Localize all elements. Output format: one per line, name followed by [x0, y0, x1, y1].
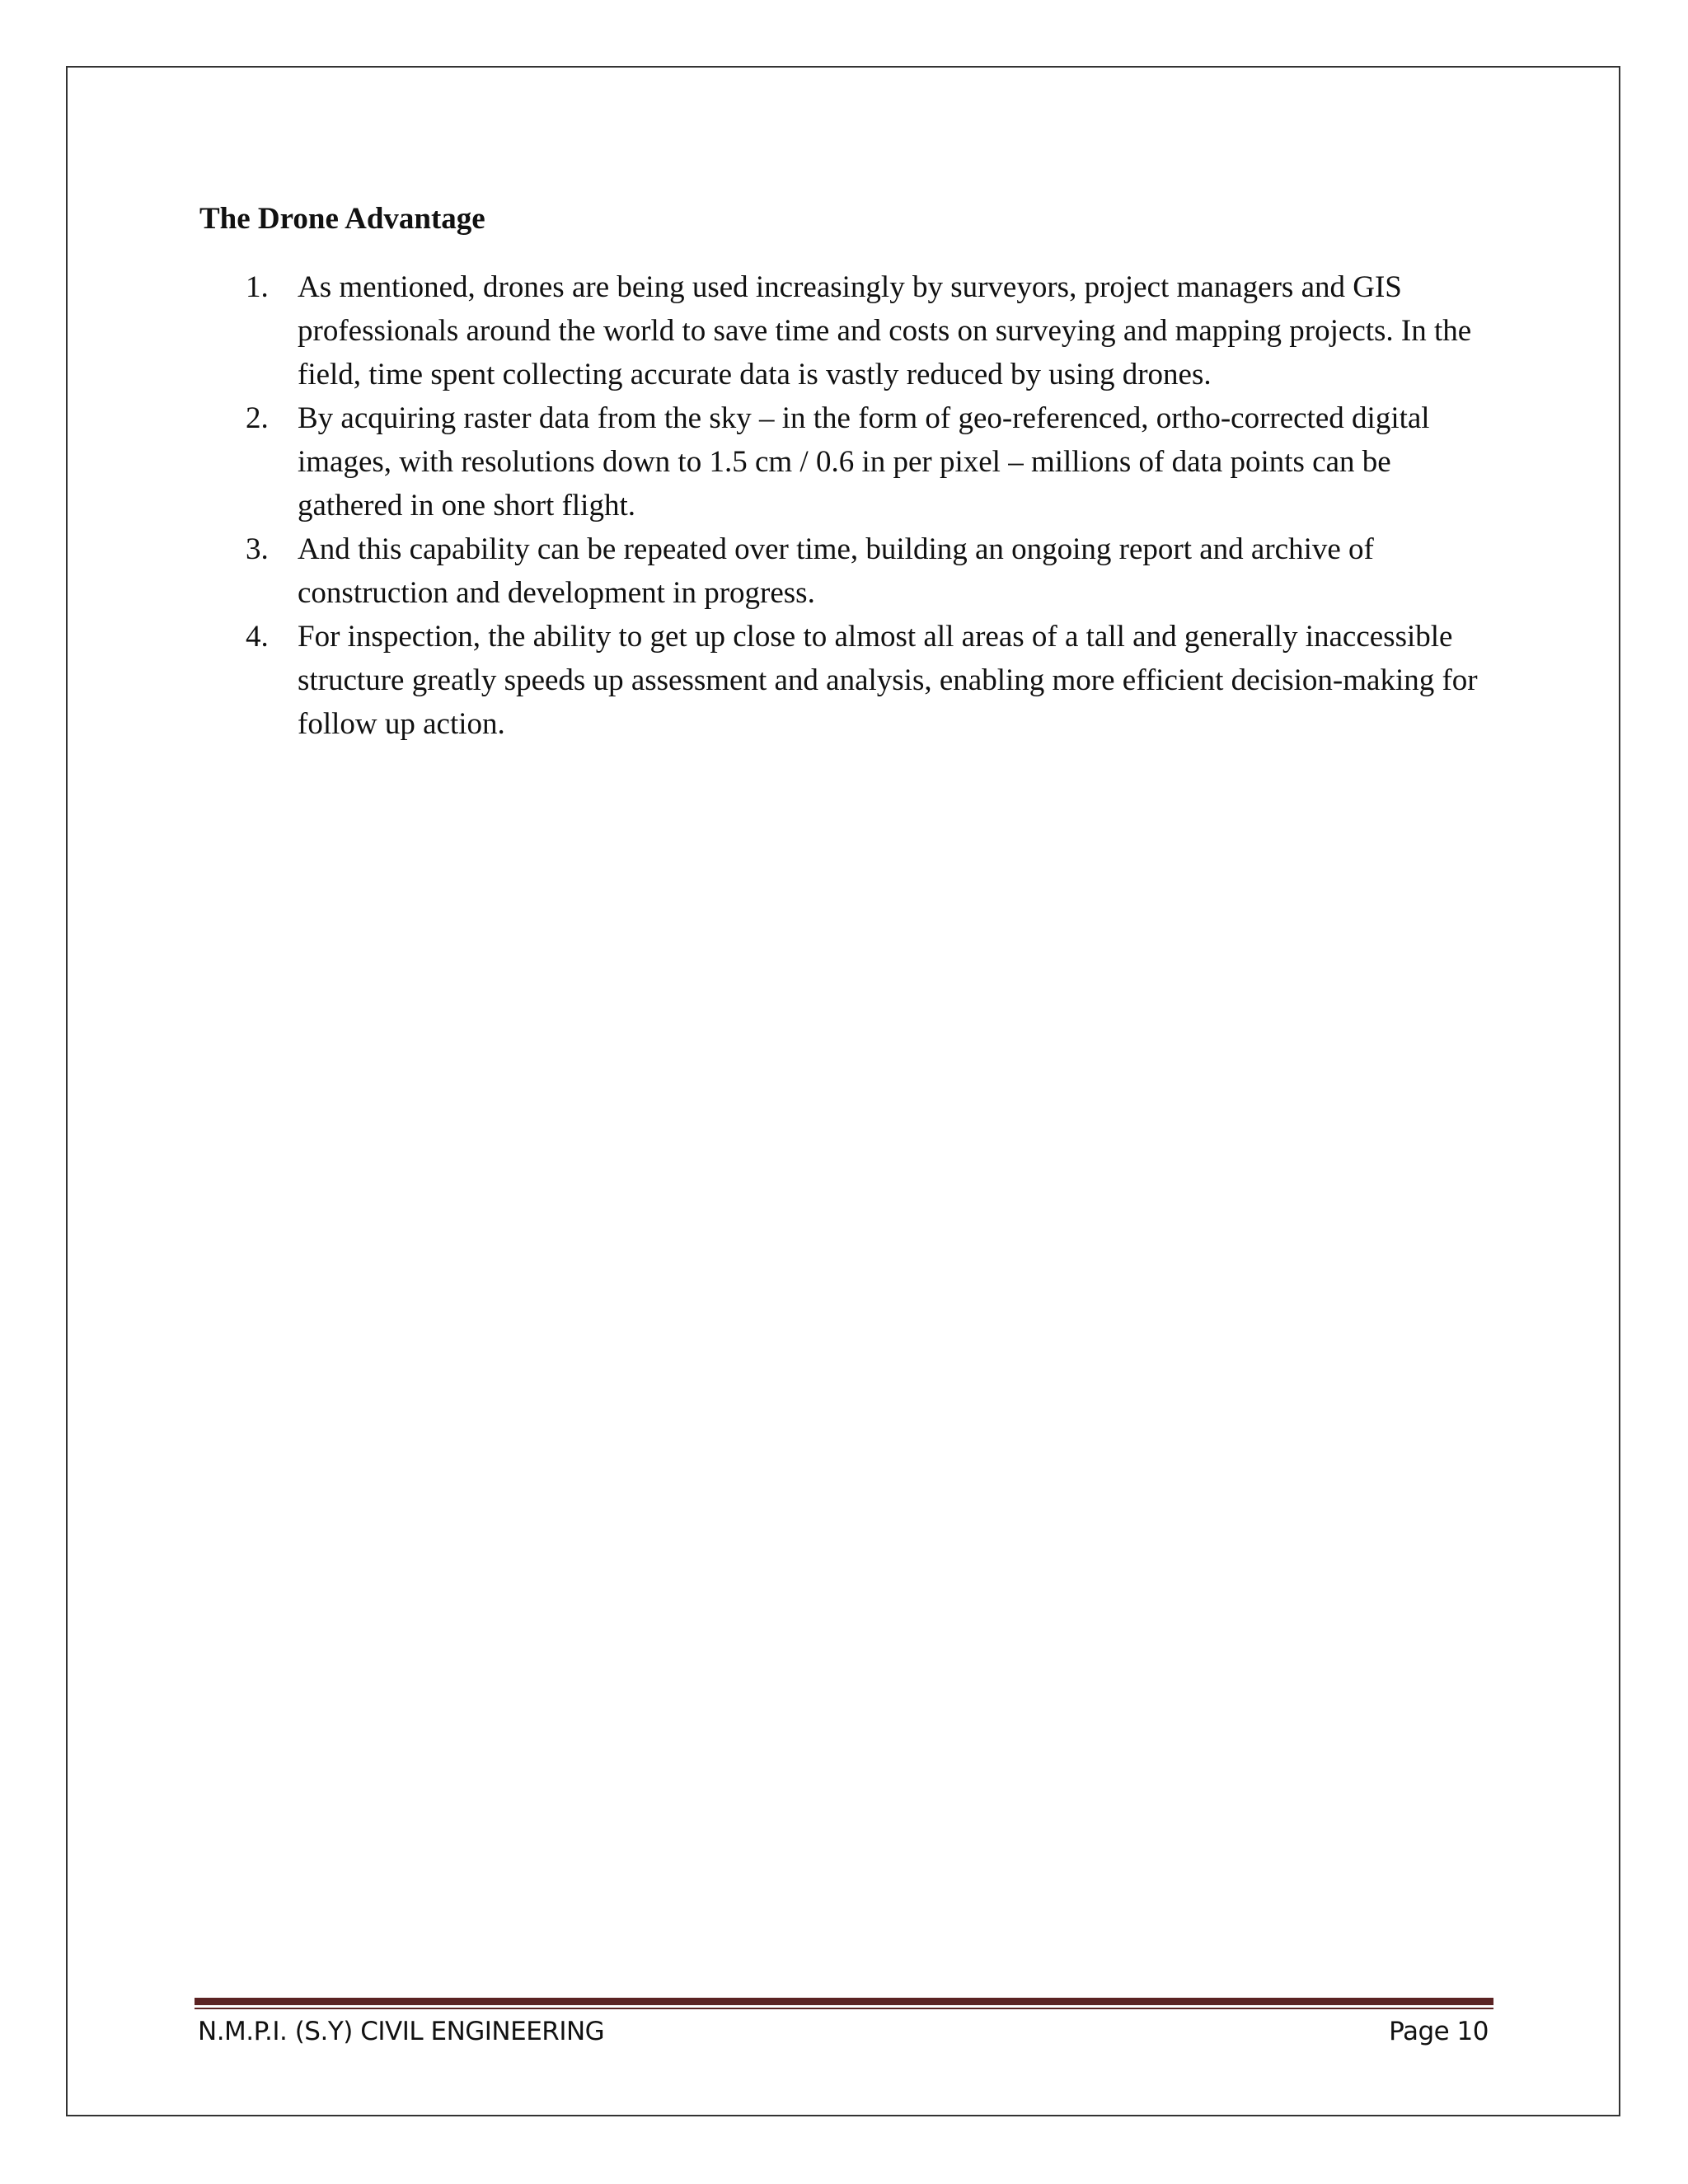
list-item-text: As mentioned, drones are being used increasingly by surveyors, project managers and GIS professionals around the world to save time and costs on surveying and mapping projects. In the field, time spent collecting accurate data is vastly reduced by using drones.	[298, 270, 1472, 391]
list-item	[199, 396, 1493, 527]
list-item-number: 1.	[246, 270, 269, 304]
footer-page-number: Page 10	[1389, 2017, 1489, 2046]
list-item	[199, 527, 1493, 615]
list-item-number: 3.	[246, 532, 269, 566]
list-item-text: For inspection, the ability to get up close to almost all areas of a tall and generally inaccessible structure greatly speeds up assessment and analysis, enabling more efficient decision-making for follow up action.	[298, 620, 1478, 741]
list-item-number: 2.	[246, 401, 269, 435]
section-heading: The Drone Advantage	[199, 202, 485, 236]
footer-rule-thin	[195, 2008, 1493, 2009]
footer-institution: N.M.P.I. (S.Y) CIVIL ENGINEERING	[198, 2017, 605, 2046]
footer-rule	[195, 1998, 1493, 2009]
list-item-text: And this capability can be repeated over time, building an ongoing report and archive of construction and development in progress.	[298, 532, 1374, 610]
list-item	[199, 265, 1493, 396]
page-content	[199, 198, 1493, 746]
footer-rule-thick	[195, 1998, 1493, 2005]
list-item	[199, 615, 1493, 746]
list-item-number: 4.	[246, 620, 269, 654]
numbered-list	[199, 265, 1493, 746]
list-item-text: By acquiring raster data from the sky – in the form of geo-referenced, ortho-corrected digital images, with resolutions down to 1.5 cm / 0.6 in per pixel – millions of data points can be gathered in one short flight.	[298, 401, 1430, 523]
